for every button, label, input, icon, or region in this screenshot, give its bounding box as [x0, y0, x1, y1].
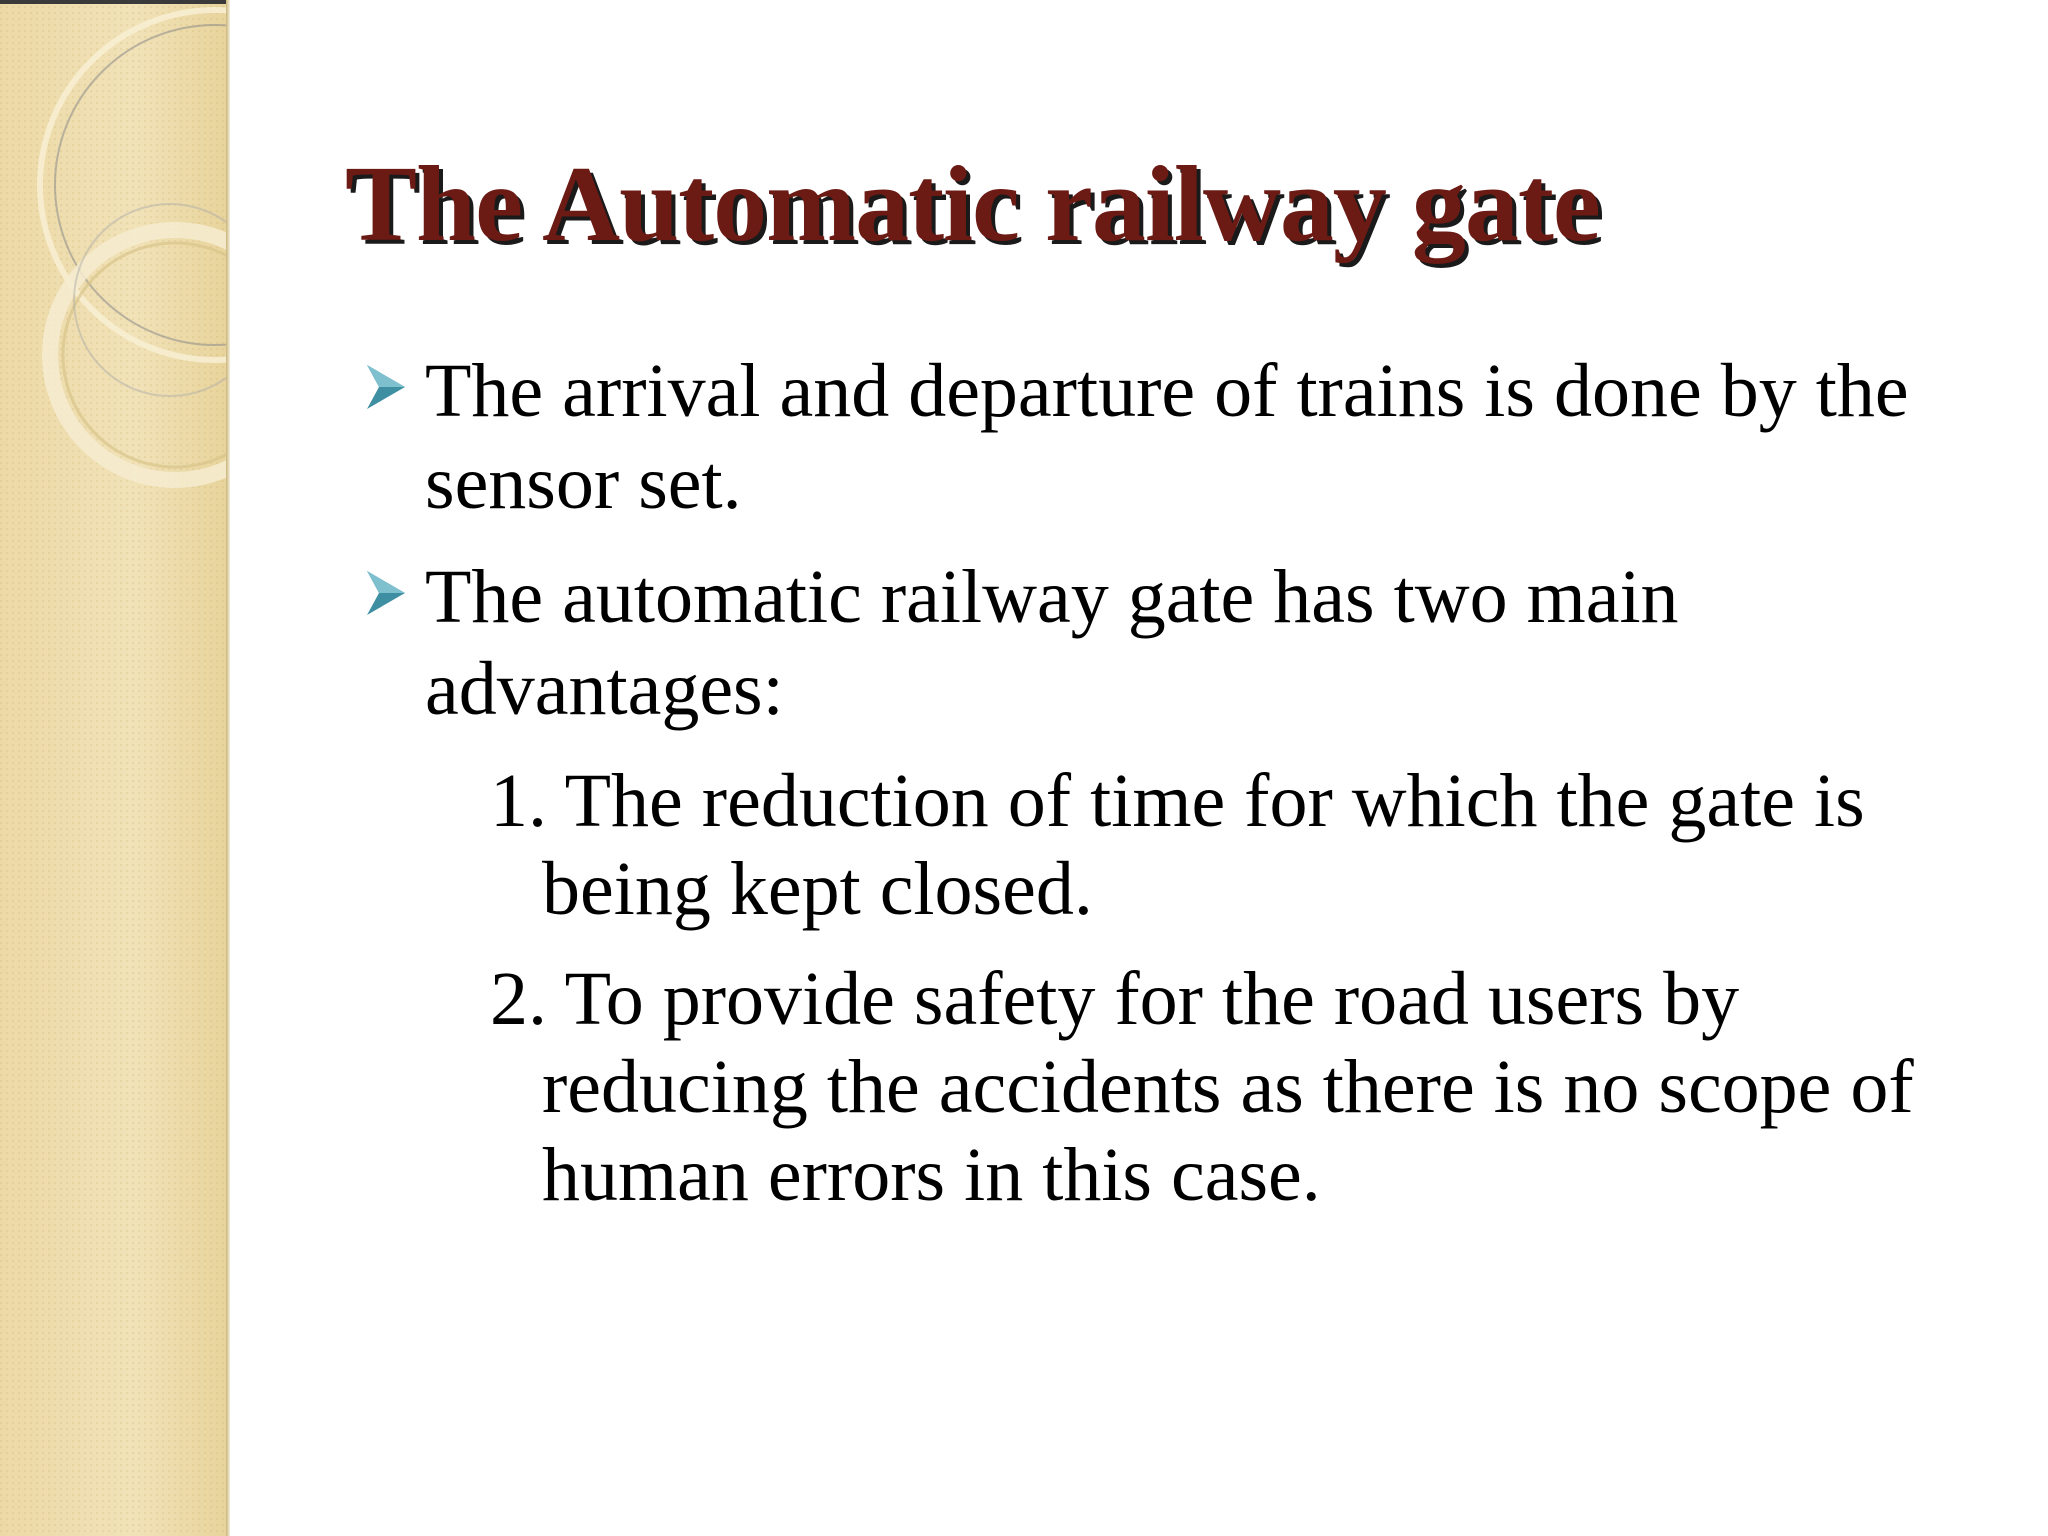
arrowhead-bullet-icon	[365, 569, 407, 617]
bullet-item	[360, 551, 2000, 735]
numbered-item: 1. The reduction of time for which the gate is being kept closed.	[490, 759, 1865, 931]
decorative-rings	[0, 0, 226, 520]
sidebar-top-band	[0, 0, 226, 4]
numbered-item: 2. To provide safety for the road users by reducing the accidents as there is no scope of human errors in this case.	[490, 957, 1914, 1217]
arrowhead-bullet-icon	[365, 363, 407, 411]
bullet-text: The arrival and departure of trains is done by the sensor set.	[425, 349, 1909, 525]
slide-title: The Automatic railway gate	[345, 145, 1600, 264]
bullet-text: The automatic railway gate has two main advantages:	[425, 555, 1679, 731]
bullet-item	[360, 345, 2000, 529]
sidebar-edge	[226, 0, 230, 1536]
slide-content	[360, 345, 2000, 1241]
decorative-sidebar	[0, 0, 226, 1536]
